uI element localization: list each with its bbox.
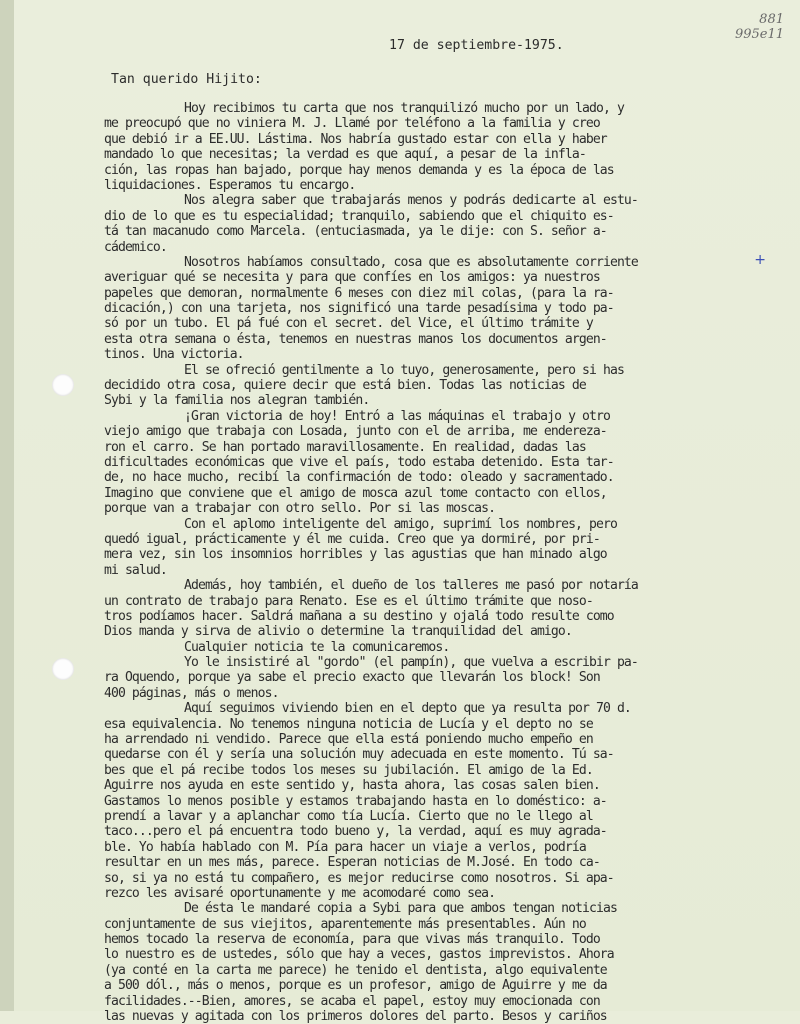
punch-hole-icon (52, 658, 74, 680)
letter-line: mandado lo que necesitas; la verdad es que aquí, a pesar de la infla- (104, 147, 586, 163)
letter-line: Imagino que conviene que el amigo de mosca azul tome contacto con ellos, (104, 485, 607, 501)
letter-line: bes que el pá recibe todos los meses su jubilación. El amigo de la Ed. (104, 762, 593, 778)
letter-date: 17 de septiembre-1975. (389, 38, 564, 53)
punch-hole-icon (52, 374, 74, 396)
letter-line: so, si ya no está tu compañero, es mejor reducirse como nosotros. Si apa- (104, 870, 614, 886)
letter-line: un contrato de trabajo para Renato. Ese es el último trámite que noso- (104, 593, 593, 609)
letter-line: resultar en un mes más, parece. Esperan noticias de M.José. En todo ca- (104, 855, 600, 871)
letter-line: porque van a trabajar con otro sello. Por si las moscas. (104, 501, 496, 517)
letter-line: ha arrendado ni vendido. Parece que ella está poniendo mucho empeño en (104, 732, 593, 748)
letter-line: dio de lo que es tu especialidad; tranquilo, sabiendo que el chiquito es- (104, 208, 614, 224)
letter-line: mi salud. (104, 562, 167, 578)
letter-line: Con el aplomo inteligente del amigo, suprimí los nombres, pero (184, 516, 617, 532)
letter-line: Aguirre nos ayuda en este sentido y, hasta ahora, las cosas salen bien. (104, 778, 600, 794)
letter-line: prendí a lavar y a aplanchar como tía Lucía. Cierto que no le llego al (104, 808, 593, 824)
letter-line: que debió ir a EE.UU. Lástima. Nos habría gustado estar con ella y haber (104, 131, 607, 147)
letter-line: esa equivalencia. No tenemos ninguna noticia de Lucía y el depto no se (104, 716, 593, 732)
letter-line: viejo amigo que trabaja con Losada, junto con el de arriba, me endereza- (104, 424, 607, 440)
letter-line: tinos. Una victoria. (104, 347, 244, 363)
letter-line: ción, las ropas han bajado, porque hay menos demanda y es la época de las (104, 162, 614, 178)
pen-mark-icon: + (754, 252, 766, 268)
archive-reference (735, 12, 784, 42)
letter-line: Nos alegra saber que trabajarás menos y podrás dedicarte al estu- (184, 193, 638, 209)
letter-line: conjuntamente de sus viejitos, aparentemente más presentables. Aún no (104, 916, 586, 932)
archive-code: 995e11 (734, 27, 784, 42)
letter-line: hemos tocado la reserva de economía, para que vivas más tranquilo. Todo (104, 932, 600, 948)
letter-line: tá tan macanudo como Marcela. (entuciasmada, ya le dije: con S. señor a- (104, 224, 607, 240)
letter-line: me preocupó que no viniera M. J. Llamé por teléfono a la familia y creo (104, 116, 600, 132)
letter-line: quedarse con él y sería una solución muy adecuada en este momento. Tú sa- (104, 747, 614, 763)
letter-line: ¡Gran victoria de hoy! Entró a las máquinas el trabajo y otro (184, 408, 610, 424)
letter-line: Dios manda y sirva de alivio o determine la tranquilidad del amigo. (104, 624, 572, 640)
letter-line: las nuevas y agitada con los primeros dolores del parto. Besos y cariños (104, 1009, 607, 1024)
archive-number: 881 (759, 12, 784, 27)
letter-line: quedó igual, prácticamente y él me cuida. Creo que ya dormiré, por pri- (104, 531, 600, 547)
letter-line: dificultades económicas que vive el país, todo estaba detenido. Esta tar- (104, 454, 614, 470)
letter-line: dicación,) con una tarjeta, nos significó una tarde pesadísima y todo pa- (104, 301, 614, 317)
letter-salutation: Tan querido Hijito: (111, 72, 262, 87)
letter-line: taco...pero el pá encuentra todo bueno y, la verdad, aquí es muy agrada- (104, 824, 607, 840)
letter-line: ble. Yo había hablado con M. Pía para hacer un viaje a verlos, podría (104, 839, 586, 855)
letter-line: facilidades.--Bien, amores, se acaba el papel, estoy muy emocionada con (104, 993, 600, 1009)
letter-line: Además, hoy también, el dueño de los talleres me pasó por notaría (184, 578, 638, 594)
letter-line: mera vez, sin los insomnios horribles y las agustias que han minado algo (104, 547, 607, 563)
letter-line: ron el carro. Se han portado maravillosamente. En realidad, dadas las (104, 439, 586, 455)
letter-line: Yo le insistiré al "gordo" (el pampín), que vuelva a escribir pa- (184, 655, 638, 671)
letter-line: averiguar qué se necesita y para que confíes en los amigos: ya nuestros (104, 270, 600, 286)
letter-line: liquidaciones. Esperamos tu encargo. (104, 177, 356, 193)
letter-line: tros podíamos hacer. Saldrá mañana a su destino y ojalá todo resulte como (104, 608, 614, 624)
letter-line: lo nuestro es de ustedes, sólo que hay a veces, gastos imprevistos. Ahora (104, 947, 614, 963)
letter-line: papeles que demoran, normalmente 6 meses con diez mil colas, (para la ra- (104, 285, 614, 301)
letter-line: ra Oquendo, porque ya sabe el precio exacto que llevarán los block! Son (104, 670, 600, 686)
letter-line: De ésta le mandaré copia a Sybi para que ambos tengan noticias (184, 901, 617, 917)
letter-line: Sybi y la familia nos alegran también. (104, 393, 370, 409)
letter-line: El se ofreció gentilmente a lo tuyo, generosamente, pero si has (184, 362, 624, 378)
letter-line: Cualquier noticia te la comunicaremos. (184, 639, 450, 655)
letter-line: cádemico. (104, 239, 167, 255)
letter-line: a 500 dól., más o menos, porque es un profesor, amigo de Aguirre y me da (104, 978, 607, 994)
letter-body (104, 101, 800, 1024)
letter-line: rezco les avisaré oportunamente y me acomodaré como sea. (104, 885, 496, 901)
letter-line: só por un tubo. El pá fué con el secret. del Vice, el último trámite y (104, 316, 593, 332)
letter-line: esta otra semana o ésta, tenemos en nuestras manos los documentos argen- (104, 331, 607, 347)
letter-line: Aquí seguimos viviendo bien en el depto que ya resulta por 70 d. (184, 701, 631, 717)
letter-line: decidido otra cosa, quiere decir que está bien. Todas las noticias de (104, 378, 586, 394)
letter-line: (ya conté en la carta me parece) he tenido el dentista, algo equivalente (104, 962, 607, 978)
letter-line: Gastamos lo menos posible y estamos trabajando hasta en lo doméstico: a- (104, 793, 607, 809)
letter-line: Nosotros habíamos consultado, cosa que es absolutamente corriente (184, 254, 638, 270)
letter-line: de, no hace mucho, recibí la confirmación de todo: oleado y sacramentado. (104, 470, 614, 486)
letter-line: 400 páginas, más o menos. (104, 685, 279, 701)
letter-line: Hoy recibimos tu carta que nos tranquilizó mucho por un lado, y (184, 101, 624, 116)
